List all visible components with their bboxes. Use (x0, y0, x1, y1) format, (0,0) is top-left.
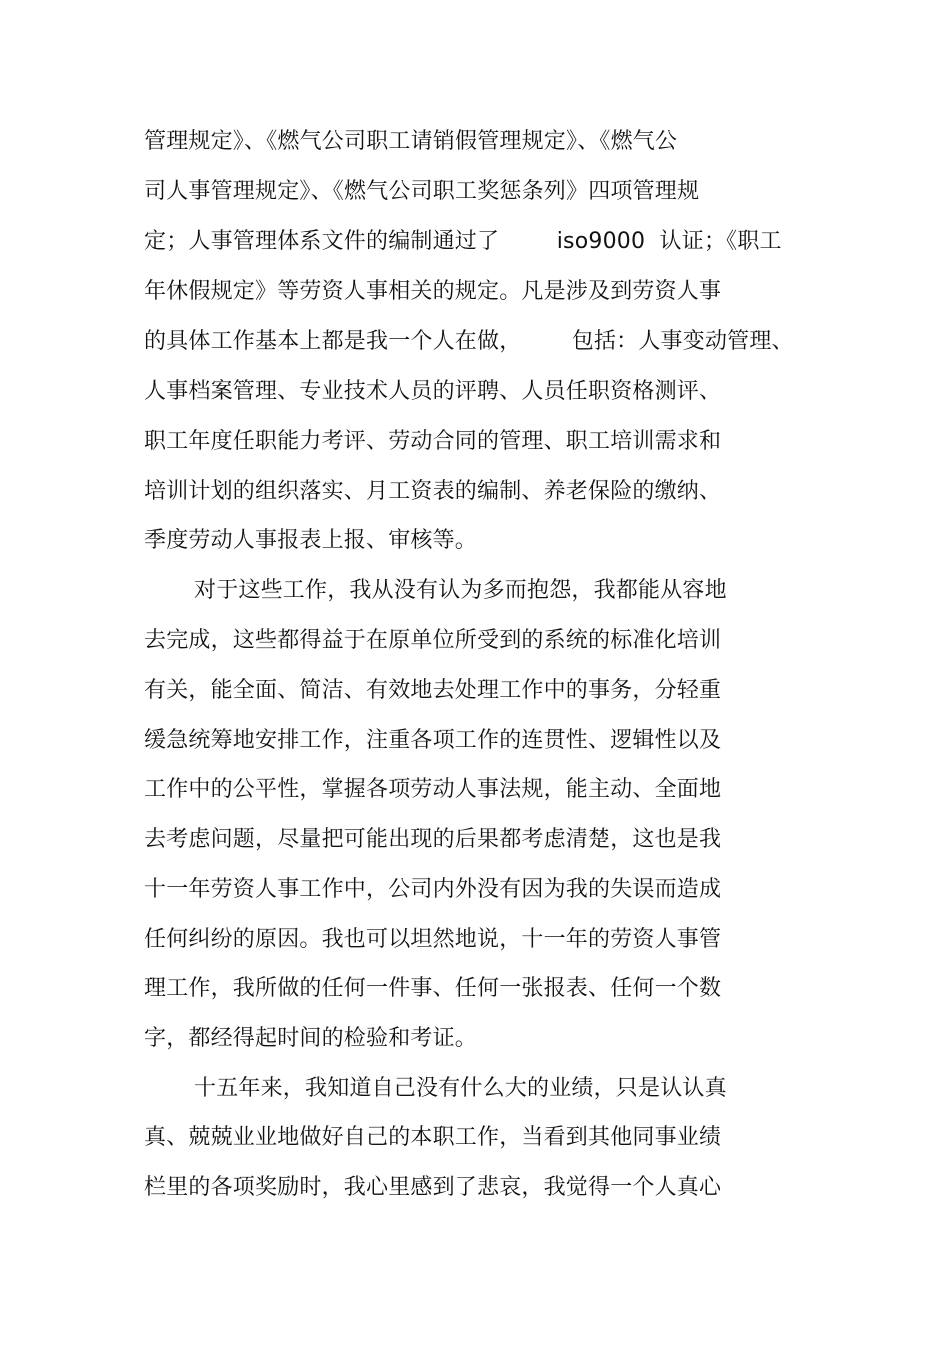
text-line: 定；人事管理体系文件的编制通过了 iso9000 认证；《职工 (144, 229, 782, 254)
text-line: 的具体工作基本上都是我一个人在做， 包括：人事变动管理、 (144, 329, 794, 354)
text-line: 去完成，这些都得益于在原单位所受到的系统的标准化培训 (144, 628, 722, 653)
paragraph-first-line: 对于这些工作，我从没有认为多而抱怨，我都能从容地 (194, 578, 727, 603)
text-line: 季度劳动人事报表上报、审核等。 (144, 528, 478, 553)
text-line: 司人事管理规定》、《燃气公司职工奖惩条列》四项管理规 (144, 179, 700, 204)
text-line: 去考虑问题，尽量把可能出现的后果都考虑清楚，这也是我 (144, 827, 722, 852)
text-line: 栏里的各项奖励时，我心里感到了悲哀，我觉得一个人真心 (144, 1175, 722, 1200)
text-line: 职工年度任职能力考评、劳动合同的管理、职工培训需求和 (144, 429, 722, 454)
text-line: 任何纠纷的原因。我也可以坦然地说，十一年的劳资人事管 (144, 927, 722, 952)
text-line: 工作中的公平性，掌握各项劳动人事法规，能主动、全面地 (144, 777, 722, 802)
text-line: 字，都经得起时间的检验和考证。 (144, 1026, 478, 1051)
text-line: 管理规定》、《燃气公司职工请销假管理规定》、《燃气公 (144, 129, 678, 154)
text-line: 真、兢兢业业地做好自己的本职工作，当看到其他同事业绩 (144, 1125, 722, 1150)
text-line: 理工作，我所做的任何一件事、任何一张报表、任何一个数 (144, 976, 722, 1001)
text-line: 人事档案管理、专业技术人员的评聘、人员任职资格测评、 (144, 379, 722, 404)
text-line: 缓急统筹地安排工作，注重各项工作的连贯性、逻辑性以及 (144, 728, 722, 753)
text-line: 有关，能全面、简洁、有效地去处理工作中的事务，分轻重 (144, 678, 722, 703)
text-line: 培训计划的组织落实、月工资表的编制、养老保险的缴纳、 (144, 479, 722, 504)
paragraph-first-line: 十五年来，我知道自己没有什么大的业绩，只是认认真 (194, 1076, 727, 1101)
text-line: 十一年劳资人事工作中，公司内外没有因为我的失误而造成 (144, 877, 722, 902)
text-line: 年休假规定》等劳资人事相关的规定。凡是涉及到劳资人事 (144, 279, 722, 304)
